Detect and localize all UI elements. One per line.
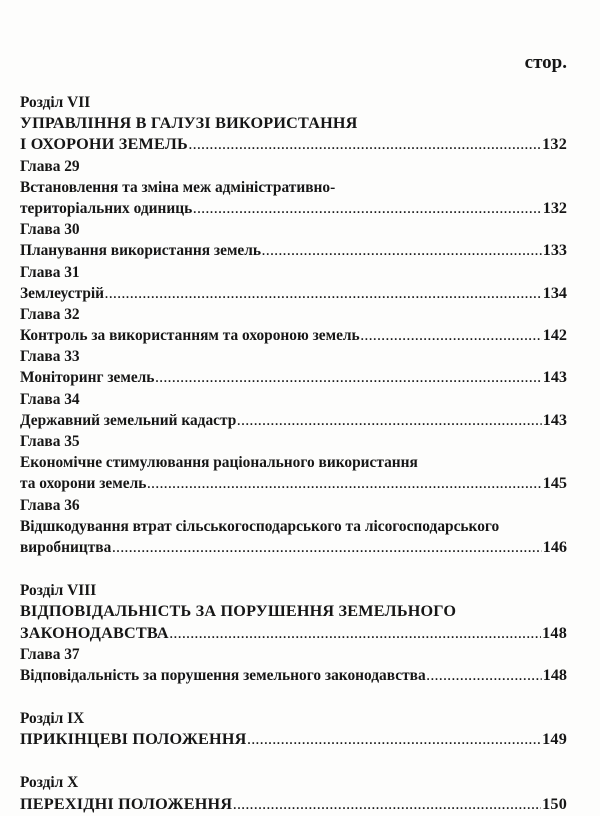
dot-leader xyxy=(237,411,541,432)
dot-leader xyxy=(427,666,542,687)
toc-entry[interactable] xyxy=(20,794,567,815)
chapter-title: Державний земельний кадастр xyxy=(20,411,237,429)
chapter-title: Відповідальність за порушення земельного законодавства xyxy=(20,666,426,684)
dot-leader xyxy=(193,199,541,220)
chapter-label: Глава 35 xyxy=(20,433,80,450)
chapter-label: Глава 36 xyxy=(20,496,80,514)
chapter-label: Глава 31 xyxy=(20,263,80,281)
chapter-label: Глава 30 xyxy=(20,221,80,239)
section-9 xyxy=(20,708,567,750)
page-number: 150 xyxy=(542,794,567,813)
page-number: 145 xyxy=(542,474,567,493)
dot-leader xyxy=(189,135,541,156)
section-gap xyxy=(20,558,567,580)
chapter-title: Контроль за використанням та охороною земель xyxy=(20,327,360,345)
dot-leader xyxy=(112,538,541,559)
chapter-title: та охорони земель xyxy=(20,475,147,493)
dot-leader xyxy=(170,624,541,645)
toc-entry[interactable] xyxy=(20,283,567,304)
section-title: ЗАКОНОДАВСТВА xyxy=(20,623,169,642)
page-number: 132 xyxy=(542,198,567,217)
section-7 xyxy=(20,92,567,558)
chapter-title: виробництва xyxy=(20,538,112,556)
toc-entry[interactable] xyxy=(20,537,567,558)
toc-entry[interactable] xyxy=(20,325,567,346)
page-number: 142 xyxy=(542,326,567,345)
toc-entry[interactable] xyxy=(20,623,567,644)
page-number: 143 xyxy=(542,410,567,429)
page-column-label: стор. xyxy=(524,52,567,73)
dot-leader xyxy=(155,368,541,389)
toc-entry[interactable] xyxy=(20,198,567,219)
page-number: 134 xyxy=(542,283,567,302)
section-title: ПРИКІНЦЕВІ ПОЛОЖЕННЯ xyxy=(20,730,247,749)
page-number: 146 xyxy=(542,537,567,556)
section-title-line: ВІДПОВІДАЛЬНІСТЬ ЗА ПОРУШЕННЯ ЗЕМЕЛЬНОГО xyxy=(20,602,457,621)
chapter-label: Глава 37 xyxy=(20,645,80,663)
section-title: І ОХОРОНИ ЗЕМЕЛЬ xyxy=(20,135,188,154)
chapter-title-line: Економічне стимулювання раціонального використання xyxy=(20,454,418,472)
toc-entry[interactable] xyxy=(20,410,567,431)
page-number: 133 xyxy=(542,241,567,260)
section-label: Розділ IX xyxy=(20,710,85,728)
toc-entry[interactable] xyxy=(20,665,567,686)
section-label: Розділ VIII xyxy=(20,582,97,600)
chapter-title-line: Відшкодування втрат сільськогосподарського та лісогосподарського xyxy=(20,517,500,535)
section-gap xyxy=(20,686,567,708)
chapter-title: Моніторинг земель xyxy=(20,369,155,387)
dot-leader xyxy=(262,241,542,262)
dot-leader xyxy=(105,284,542,305)
chapter-label: Глава 34 xyxy=(20,390,80,408)
dot-leader xyxy=(233,795,541,816)
chapter-label: Глава 32 xyxy=(20,305,80,323)
toc-entry[interactable] xyxy=(20,134,567,155)
chapter-title: Землеустрій xyxy=(20,284,105,302)
table-of-contents xyxy=(20,92,567,815)
section-8 xyxy=(20,580,567,686)
chapter-label: Глава 29 xyxy=(20,157,80,175)
page-number: 143 xyxy=(542,368,567,387)
page-number: 132 xyxy=(542,135,567,154)
chapter-label: Глава 33 xyxy=(20,348,80,366)
section-gap xyxy=(20,750,567,772)
page-number: 148 xyxy=(542,623,567,642)
toc-entry[interactable] xyxy=(20,729,567,750)
chapter-title-line: Встановлення та зміна меж адміністративно- xyxy=(20,178,336,196)
dot-leader xyxy=(361,326,542,347)
toc-entry[interactable] xyxy=(20,367,567,388)
page-number: 148 xyxy=(542,665,567,684)
dot-leader xyxy=(147,474,541,495)
chapter-title: Планування використання земель xyxy=(20,242,262,260)
section-label: Розділ X xyxy=(20,774,79,792)
section-title: ПЕРЕХІДНІ ПОЛОЖЕННЯ xyxy=(20,794,233,813)
page-number: 149 xyxy=(542,730,567,749)
toc-entry[interactable] xyxy=(20,473,567,494)
chapter-title: територіальних одиниць xyxy=(20,199,193,217)
section-title-line: УПРАВЛІННЯ В ГАЛУЗІ ВИКОРИСТАННЯ xyxy=(20,114,358,133)
toc-entry[interactable] xyxy=(20,240,567,261)
section-10 xyxy=(20,772,567,814)
section-label: Розділ VII xyxy=(20,94,91,111)
dot-leader xyxy=(248,730,542,751)
